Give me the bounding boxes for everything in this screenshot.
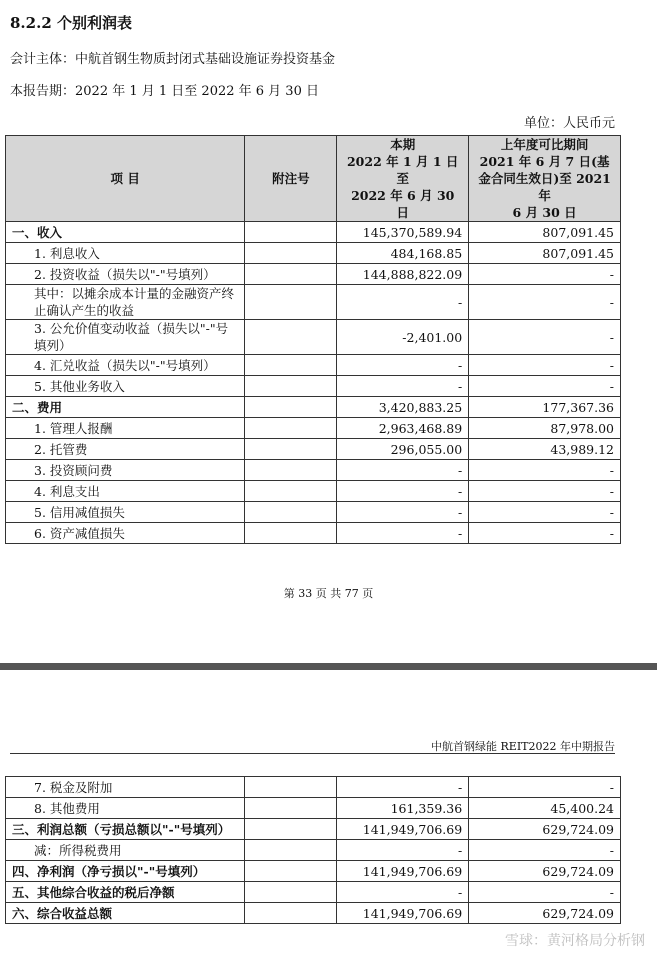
row-item-label: 五、其他综合收益的税后净额 [6, 882, 245, 903]
row-note-ref [245, 460, 337, 481]
row-item-label: 其中：以摊余成本计量的金融资产终止确认产生的收益 [6, 285, 245, 320]
row-note-ref [245, 285, 337, 320]
row-item-label: 2. 投资收益（损失以"-"号填列） [6, 264, 245, 285]
row-current-value: 296,055.00 [337, 439, 469, 460]
table-row [6, 355, 621, 376]
row-prior-value: 45,400.24 [469, 798, 621, 819]
row-note-ref [245, 903, 337, 924]
row-current-value: 144,888,822.09 [337, 264, 469, 285]
report-header: 中航首钢绿能 REIT2022 年中期报告 [431, 740, 615, 753]
row-item-label: 三、利润总额（亏损总额以"-"号填列） [6, 819, 245, 840]
row-item-label: 1. 管理人报酬 [6, 418, 245, 439]
row-prior-value: - [469, 460, 621, 481]
row-current-value: - [337, 460, 469, 481]
col-header-prior: 上年度可比期间 2021 年 6 月 7 日(基金合同生效日)至 2021 年 6 月 30 日 [469, 136, 621, 222]
row-item-label: 减：所得税费用 [6, 840, 245, 861]
section-title: 8.2.2 个别利润表 [10, 14, 132, 32]
table-row [6, 840, 621, 861]
table-row [6, 376, 621, 397]
row-current-value: 141,949,706.69 [337, 903, 469, 924]
table-row [6, 285, 621, 320]
row-note-ref [245, 798, 337, 819]
row-prior-value: - [469, 376, 621, 397]
row-prior-value: 629,724.09 [469, 861, 621, 882]
table-row [6, 798, 621, 819]
row-note-ref [245, 243, 337, 264]
row-current-value: - [337, 523, 469, 544]
row-prior-value: 629,724.09 [469, 819, 621, 840]
row-note-ref [245, 481, 337, 502]
table-row [6, 222, 621, 243]
row-prior-value: - [469, 481, 621, 502]
row-prior-value: - [469, 840, 621, 861]
row-item-label: 5. 其他业务收入 [6, 376, 245, 397]
row-item-label: 8. 其他费用 [6, 798, 245, 819]
row-prior-value: - [469, 285, 621, 320]
row-note-ref [245, 320, 337, 355]
row-current-value: - [337, 882, 469, 903]
page-footer: 第 33 页 共 77 页 [283, 587, 374, 600]
row-prior-value: - [469, 777, 621, 798]
row-item-label: 一、收入 [6, 222, 245, 243]
row-prior-value: 43,989.12 [469, 439, 621, 460]
table-row [6, 861, 621, 882]
row-current-value: 484,168.85 [337, 243, 469, 264]
row-note-ref [245, 397, 337, 418]
row-note-ref [245, 882, 337, 903]
watermark: 雪球：黄河格局分析钢 [505, 933, 645, 949]
table-row [6, 397, 621, 418]
row-prior-value: - [469, 264, 621, 285]
row-note-ref [245, 376, 337, 397]
row-note-ref [245, 840, 337, 861]
row-note-ref [245, 439, 337, 460]
col-header-current: 本期 2022 年 1 月 1 日至 2022 年 6 月 30 日 [337, 136, 469, 222]
row-prior-value: 807,091.45 [469, 243, 621, 264]
row-item-label: 1. 利息收入 [6, 243, 245, 264]
table-row [6, 460, 621, 481]
row-prior-value: - [469, 882, 621, 903]
row-prior-value: 629,724.09 [469, 903, 621, 924]
row-current-value: - [337, 502, 469, 523]
row-item-label: 四、净利润（净亏损以"-"号填列） [6, 861, 245, 882]
table-row [6, 523, 621, 544]
row-prior-value: - [469, 502, 621, 523]
row-item-label: 3. 投资顾问费 [6, 460, 245, 481]
row-note-ref [245, 264, 337, 285]
row-item-label: 6. 资产减值损失 [6, 523, 245, 544]
row-current-value: 161,359.36 [337, 798, 469, 819]
income-statement-table-page2 [5, 776, 621, 924]
currency-unit: 单位：人民币元 [523, 116, 615, 131]
row-current-value: - [337, 840, 469, 861]
row-note-ref [245, 523, 337, 544]
row-current-value: - [337, 376, 469, 397]
page-divider [0, 663, 657, 670]
row-note-ref [245, 819, 337, 840]
row-note-ref [245, 418, 337, 439]
row-note-ref [245, 777, 337, 798]
row-item-label: 3. 公允价值变动收益（损失以"-"号填列） [6, 320, 245, 355]
table-row [6, 882, 621, 903]
row-prior-value: 177,367.36 [469, 397, 621, 418]
col-header-item: 项 目 [6, 136, 245, 222]
table-row [6, 777, 621, 798]
table-row [6, 903, 621, 924]
report-period: 本报告期：2022 年 1 月 1 日至 2022 年 6 月 30 日 [10, 84, 319, 99]
header-rule [10, 753, 615, 754]
row-item-label: 7. 税金及附加 [6, 777, 245, 798]
row-item-label: 5. 信用减值损失 [6, 502, 245, 523]
row-current-value: - [337, 777, 469, 798]
row-note-ref [245, 502, 337, 523]
table-row [6, 439, 621, 460]
table-row [6, 502, 621, 523]
row-prior-value: - [469, 523, 621, 544]
row-current-value: -2,401.00 [337, 320, 469, 355]
table-row [6, 481, 621, 502]
row-current-value: 145,370,589.94 [337, 222, 469, 243]
row-note-ref [245, 355, 337, 376]
row-prior-value: 87,978.00 [469, 418, 621, 439]
row-current-value: 141,949,706.69 [337, 861, 469, 882]
table-row [6, 819, 621, 840]
row-item-label: 4. 利息支出 [6, 481, 245, 502]
row-current-value: - [337, 481, 469, 502]
row-note-ref [245, 222, 337, 243]
col-header-note: 附注号 [245, 136, 337, 222]
accounting-entity: 会计主体：中航首钢生物质封闭式基础设施证券投资基金 [10, 52, 336, 67]
table-row [6, 264, 621, 285]
row-current-value: 3,420,883.25 [337, 397, 469, 418]
row-prior-value: - [469, 320, 621, 355]
row-current-value: 141,949,706.69 [337, 819, 469, 840]
row-prior-value: 807,091.45 [469, 222, 621, 243]
row-prior-value: - [469, 355, 621, 376]
row-item-label: 4. 汇兑收益（损失以"-"号填列） [6, 355, 245, 376]
table-row [6, 243, 621, 264]
row-item-label: 二、费用 [6, 397, 245, 418]
income-statement-table-page1 [5, 135, 621, 544]
row-note-ref [245, 861, 337, 882]
table-row [6, 320, 621, 355]
table-row [6, 418, 621, 439]
row-item-label: 2. 托管费 [6, 439, 245, 460]
row-current-value: - [337, 285, 469, 320]
row-current-value: 2,963,468.89 [337, 418, 469, 439]
row-item-label: 六、综合收益总额 [6, 903, 245, 924]
row-current-value: - [337, 355, 469, 376]
